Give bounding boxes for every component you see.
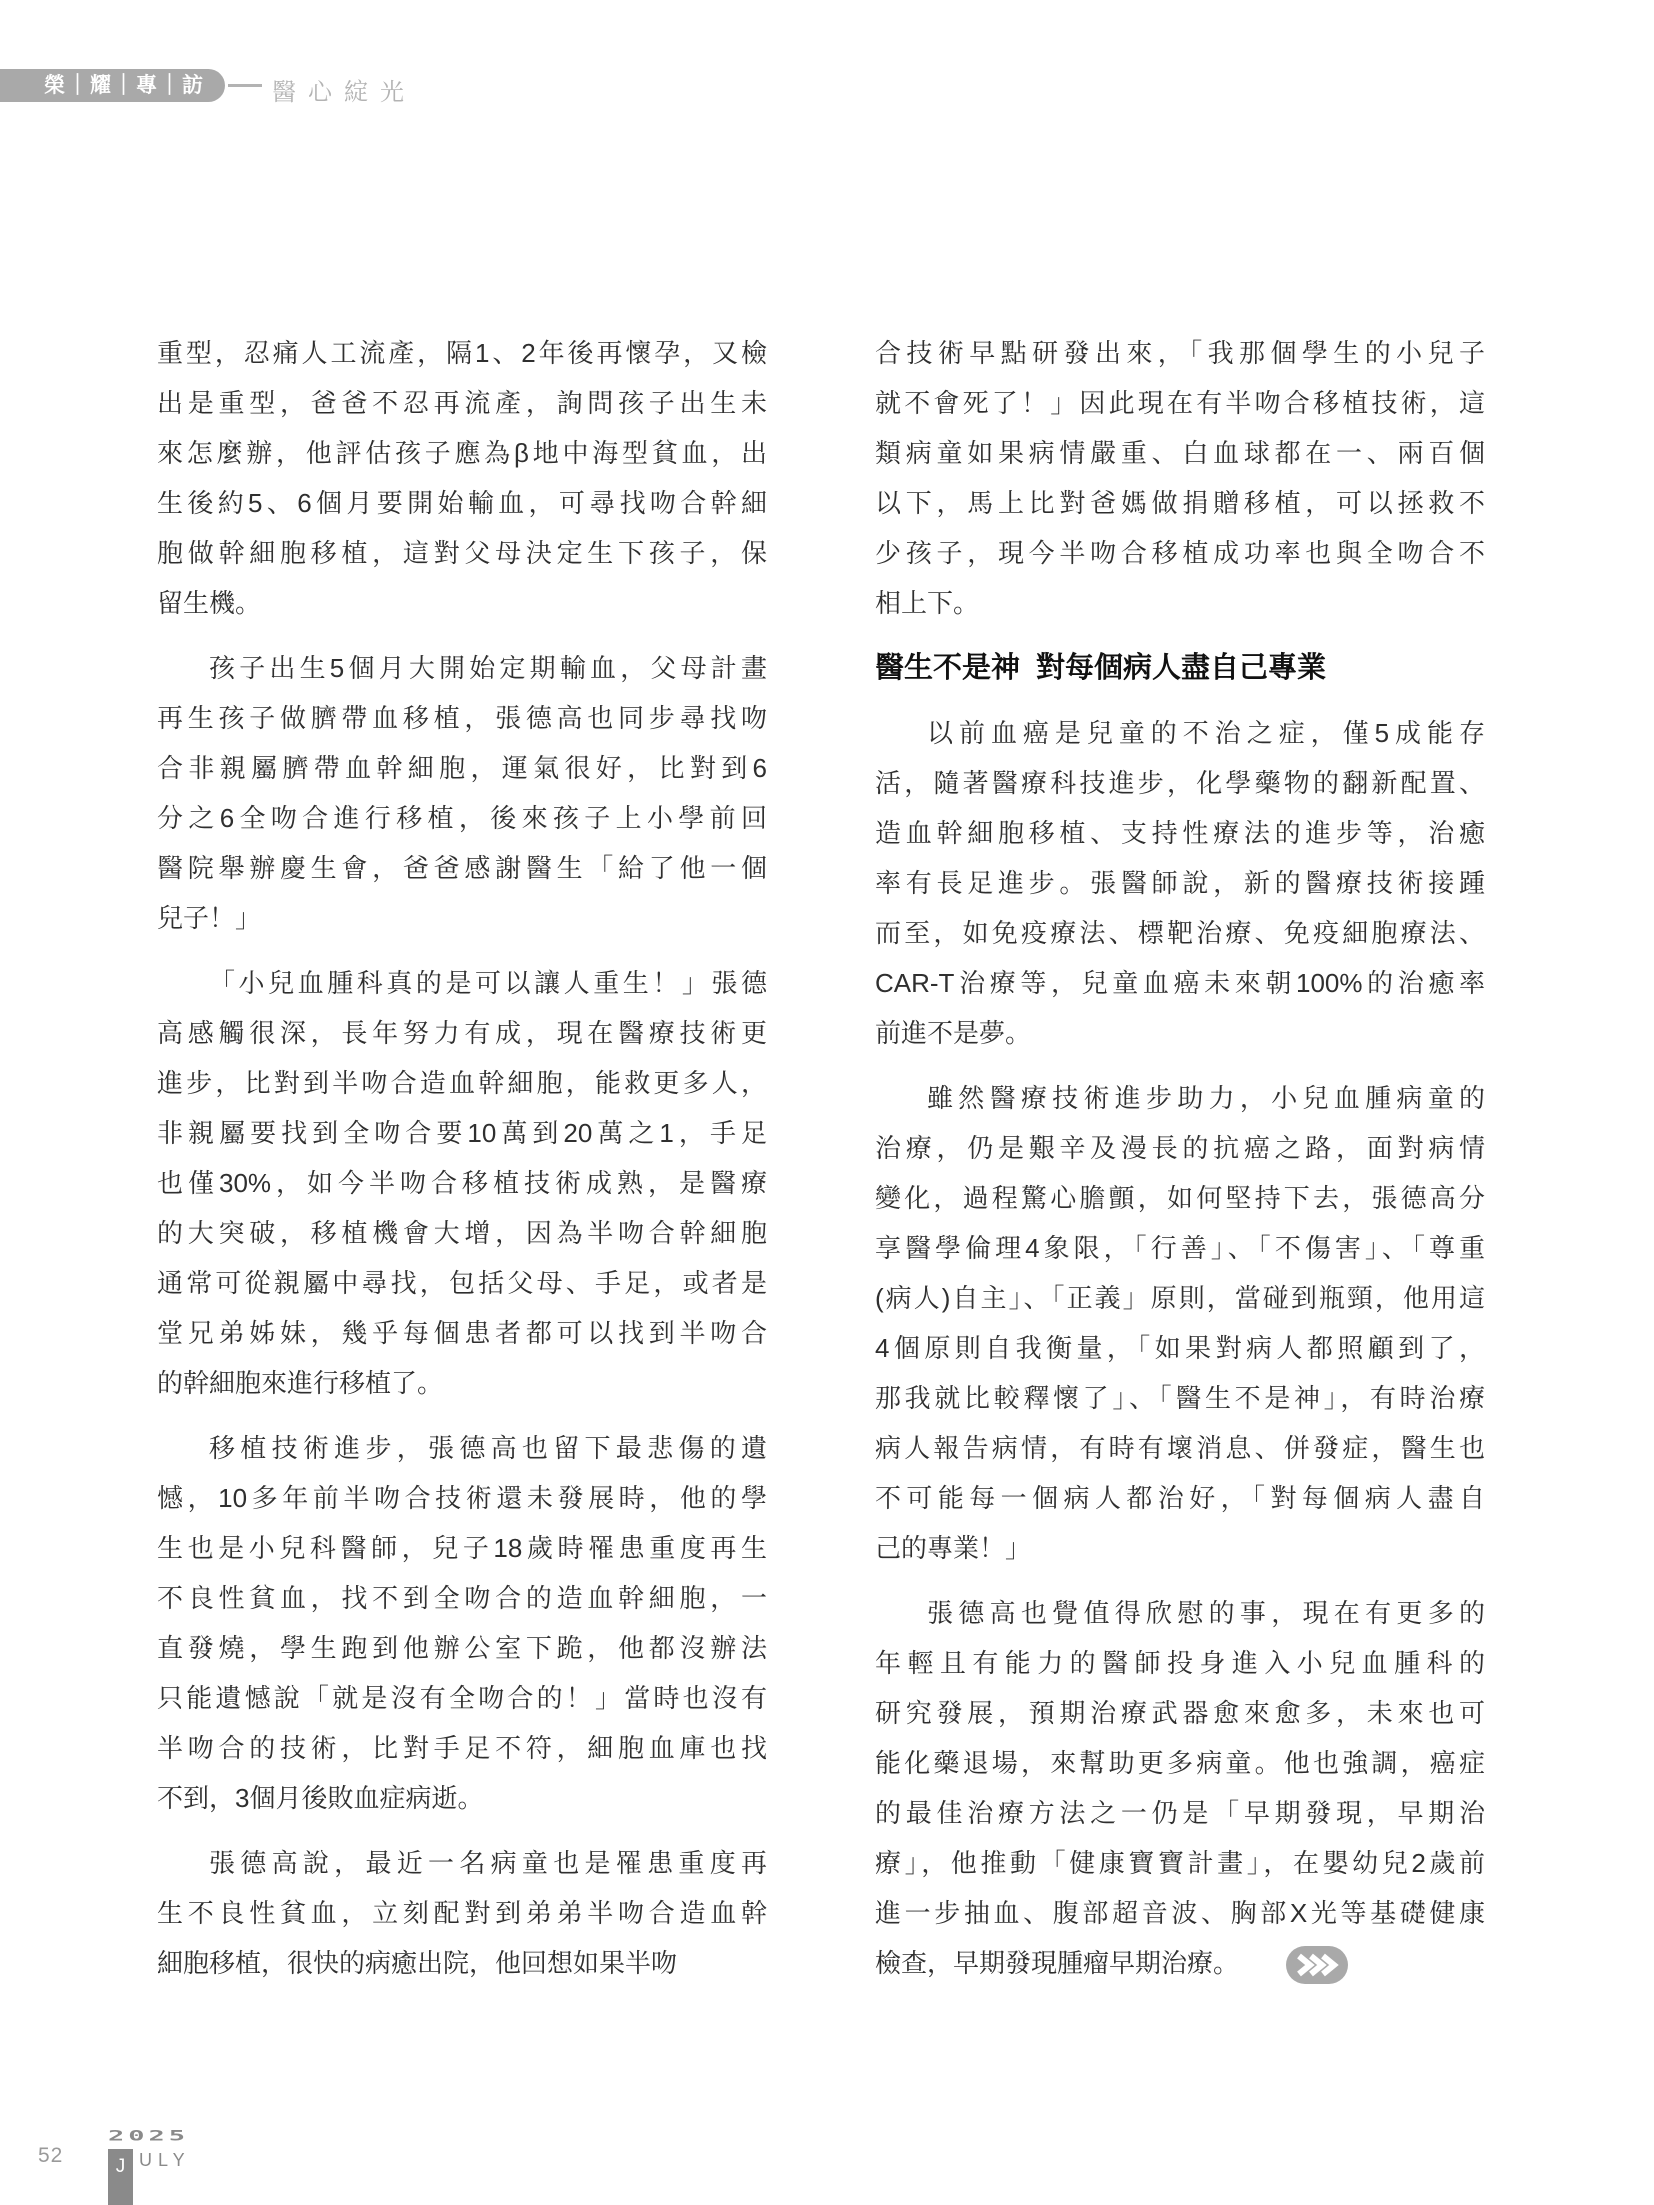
text-line: 率有長足進步。張醫師說，新的醫療技術接踵: [875, 868, 1485, 898]
text-line: 以下，馬上比對爸媽做捐贈移植，可以拯救不: [875, 488, 1485, 518]
text-line: 生也是小兒科醫師，兒子18歲時罹患重度再生: [157, 1533, 767, 1563]
text-line: 前進不是夢。: [875, 1018, 1032, 1048]
text-line: 直發燒，學生跑到他辦公室下跪，他都沒辦法: [157, 1633, 767, 1663]
text-line: 分之6全吻合進行移植，後來孩子上小學前回: [157, 803, 767, 833]
text-line: 張德高也覺值得欣慰的事，現在有更多的: [927, 1598, 1485, 1628]
text-line: 不到，3個月後敗血症病逝。: [157, 1783, 484, 1813]
text-line: CAR-T治療等，兒童血癌未來朝100%的治癒率: [875, 968, 1485, 998]
text-line: 「小兒血腫科真的是可以讓人重生！」張德: [209, 968, 767, 998]
paragraph: [875, 1588, 1485, 1988]
text-line: 重型，忍痛人工流產，隔1、2年後再懷孕，又檢: [157, 338, 767, 368]
text-line: 進步，比對到半吻合造血幹細胞，能救更多人，: [157, 1068, 767, 1098]
paragraph: [875, 328, 1485, 628]
text-line: 生不良性貧血，立刻配對到弟弟半吻合造血幹: [157, 1898, 767, 1928]
section-heading: 醫生不是神 對每個病人盡自己專業: [875, 652, 1327, 684]
paragraph: [157, 1423, 767, 1823]
text-line: 能化藥退場，來幫助更多病童。他也強調，癌症: [875, 1748, 1485, 1778]
text-line: 來怎麼辦，他評估孩子應為β地中海型貧血，出: [157, 438, 767, 468]
text-line: 生後約5、6個月要開始輸血，可尋找吻合幹細: [157, 488, 767, 518]
text-line: 的最佳治療方法之一仍是「早期發現，早期治: [875, 1798, 1485, 1828]
text-line: 不可能每一個病人都治好，「對每個病人盡自: [875, 1483, 1485, 1513]
text-line: 己的專業！」: [875, 1533, 1032, 1563]
text-line: 變化，過程驚心膽顫，如何堅持下去，張德高分: [875, 1183, 1485, 1213]
paragraph: [157, 643, 767, 943]
text-line: 不良性貧血，找不到全吻合的造血幹細胞，一: [157, 1583, 767, 1613]
text-line: 病人報告病情，有時有壞消息、併發症，醫生也: [875, 1433, 1485, 1463]
text-line: 的大突破，移植機會大增，因為半吻合幹細胞: [157, 1218, 767, 1248]
logo-month-initial: J: [108, 2149, 133, 2205]
text-line: 檢查，早期發現腫瘤早期治療。: [875, 1948, 1240, 1978]
article-column-left: [157, 328, 767, 1988]
text-line: 憾，10多年前半吻合技術還未發展時，他的學: [157, 1483, 767, 1513]
text-line: 張德高說，最近一名病童也是罹患重度再: [209, 1848, 767, 1878]
text-line: 少孩子，現今半吻合移植成功率也與全吻合不: [875, 538, 1485, 568]
text-line: 留生機。: [157, 588, 262, 618]
text-line: 也僅30%，如今半吻合移植技術成熟，是醫療: [157, 1168, 767, 1198]
page-number: 52: [38, 2144, 64, 2167]
text-line: 堂兄弟姊妹，幾乎每個患者都可以找到半吻合: [157, 1318, 767, 1348]
paragraph: [157, 1838, 767, 1988]
text-line: 以前血癌是兒童的不治之症，僅5成能存: [927, 718, 1485, 748]
text-line: 年輕且有能力的醫師投身進入小兒血腫科的: [875, 1648, 1485, 1678]
text-line: 相上下。: [875, 588, 980, 618]
text-line: 孩子出生5個月大開始定期輸血，父母計畫: [209, 653, 767, 683]
text-line: 療」，他推動「健康寶寶計畫」，在嬰幼兒2歲前: [875, 1848, 1485, 1878]
article-column-right: [875, 328, 1485, 1988]
text-line: 半吻合的技術，比對手足不符，細胞血庫也找: [157, 1733, 767, 1763]
paragraph: [875, 708, 1485, 1058]
paragraph: [157, 958, 767, 1408]
logo-year: 2025: [108, 2128, 190, 2145]
text-line: 的幹細胞來進行移植了。: [157, 1368, 444, 1398]
text-line: 通常可從親屬中尋找，包括父母、手足，或者是: [157, 1268, 767, 1298]
text-line: 細胞移植，很快的病癒出院，他回想如果半吻: [157, 1948, 678, 1978]
text-line: 兒子！」: [157, 903, 262, 933]
text-line: 胞做幹細胞移植，這對父母決定生下孩子，保: [157, 538, 767, 568]
text-line: 那我就比較釋懷了」、「醫生不是神」，有時治療: [875, 1383, 1485, 1413]
paragraph: [157, 328, 767, 628]
triple-chevron-icon: [1286, 1946, 1348, 1984]
text-line: 4個原則自我衡量，「如果對病人都照顧到了，: [875, 1333, 1485, 1363]
text-line: 非親屬要找到全吻合要10萬到20萬之1，手足: [157, 1118, 767, 1148]
text-line: 出是重型，爸爸不忍再流產，詢問孩子出生未: [157, 388, 767, 418]
text-line: 就不會死了！」因此現在有半吻合移植技術，這: [875, 388, 1485, 418]
text-line: (病人)自主」、「正義」原則，當碰到瓶頸，他用這: [875, 1283, 1485, 1313]
section-badge: [0, 69, 225, 102]
text-line: 合技術早點研發出來，「我那個學生的小兒子: [875, 338, 1485, 368]
series-title: 醫心綻光: [272, 79, 416, 106]
section-badge-label: 榮｜耀｜專｜訪: [44, 74, 205, 97]
text-line: 雖然醫療技術進步助力，小兒血腫病童的: [927, 1083, 1485, 1113]
text-line: 移植技術進步，張德高也留下最悲傷的遺: [209, 1433, 767, 1463]
text-line: 享醫學倫理4象限，「行善」、「不傷害」、「尊重: [875, 1233, 1485, 1263]
text-line: 進一步抽血、腹部超音波、胸部X光等基礎健康: [875, 1898, 1485, 1928]
text-line: 合非親屬臍帶血幹細胞，運氣很好，比對到6: [157, 753, 767, 783]
text-line: 只能遺憾說「就是沒有全吻合的！」當時也沒有: [157, 1683, 767, 1713]
text-line: 而至，如免疫療法、標靶治療、免疫細胞療法、: [875, 918, 1485, 948]
header-dash: [228, 84, 262, 87]
text-line: 類病童如果病情嚴重、白血球都在一、兩百個: [875, 438, 1485, 468]
text-line: 活，隨著醫療科技進步，化學藥物的翻新配置、: [875, 768, 1485, 798]
paragraph: [875, 1073, 1485, 1573]
logo-month-rest: ULY: [139, 2150, 191, 2170]
text-line: 研究發展，預期治療武器愈來愈多，未來也可: [875, 1698, 1485, 1728]
text-line: 造血幹細胞移植、支持性療法的進步等，治癒: [875, 818, 1485, 848]
text-line: 再生孩子做臍帶血移植，張德高也同步尋找吻: [157, 703, 767, 733]
text-line: 醫院舉辦慶生會，爸爸感謝醫生「給了他一個: [157, 853, 767, 883]
text-line: 高感觸很深，長年努力有成，現在醫療技術更: [157, 1018, 767, 1048]
text-line: 治療，仍是艱辛及漫長的抗癌之路，面對病情: [875, 1133, 1485, 1163]
